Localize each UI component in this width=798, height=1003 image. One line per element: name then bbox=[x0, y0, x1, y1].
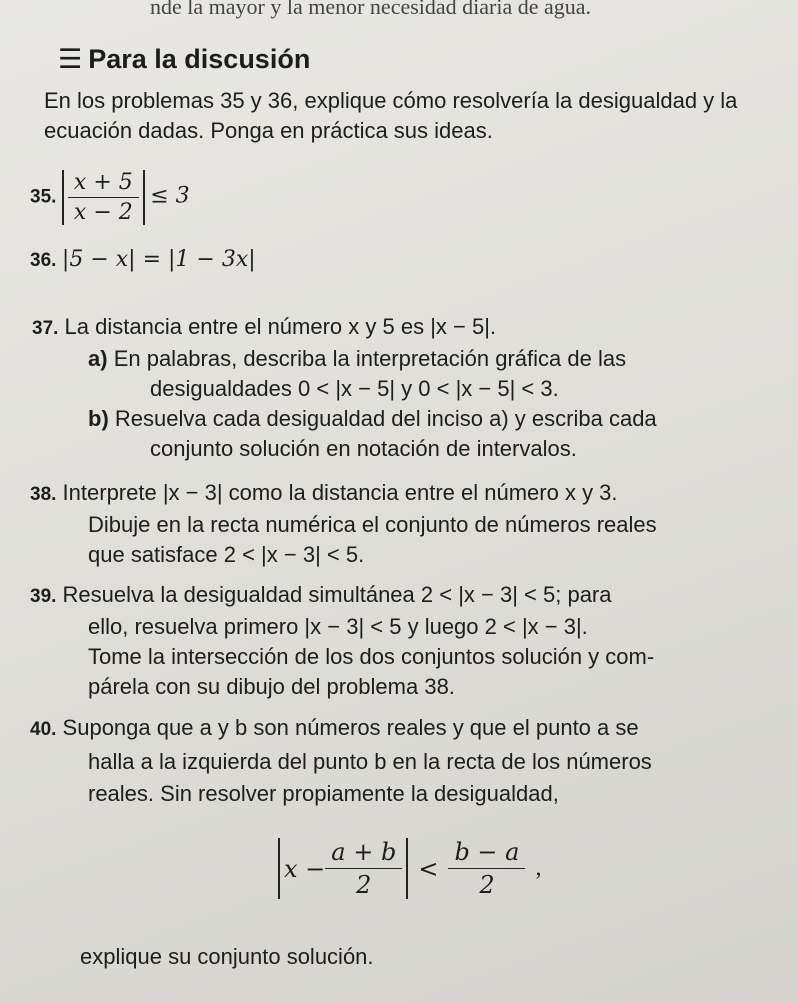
problem-number: 39. bbox=[30, 586, 57, 607]
problem-text: La distancia entre el número x y 5 es |x − 5|. bbox=[64, 314, 497, 339]
part-b-text-2: conjunto solución en notación de intervalos. bbox=[150, 436, 577, 461]
denominator: 2 bbox=[356, 871, 372, 899]
x-minus: x − bbox=[284, 854, 326, 883]
line-2: Dibuje en la recta numérica el conjunto de números reales bbox=[88, 512, 657, 537]
denominator: 2 bbox=[479, 871, 495, 899]
problem-37 bbox=[32, 312, 772, 464]
numerator: b − a bbox=[448, 838, 525, 869]
problem-36 bbox=[30, 246, 256, 272]
part-a-text: En palabras, describa la interpretación gráfica de las bbox=[113, 346, 627, 371]
numerator: a + b bbox=[325, 838, 402, 869]
problem-number: 37. bbox=[32, 318, 59, 339]
intro-paragraph: En los problemas 35 y 36, explique cómo resolvería la desigualdad y la ecuación dadas. Ponga en práctica sus ideas. bbox=[44, 88, 738, 143]
part-b-label: b) bbox=[88, 406, 109, 431]
part-a-text-2: desigualdades 0 < |x − 5| y 0 < |x − 5| < 3. bbox=[150, 376, 559, 401]
denominator: x − 2 bbox=[73, 200, 133, 225]
line-1: Resuelva la desigualdad simultánea 2 < |x − 3| < 5; para bbox=[62, 582, 612, 607]
line-3: Tome la intersección de los dos conjuntos solución y com- bbox=[88, 644, 655, 669]
displayed-inequality bbox=[278, 838, 541, 899]
problem-number: 35. bbox=[30, 186, 57, 208]
closing-line: explique su conjunto solución. bbox=[80, 944, 374, 969]
section-heading bbox=[58, 44, 310, 75]
line-1: Interprete |x − 3| como la distancia entre el número x y 3. bbox=[62, 480, 618, 505]
section-title: Para la discusión bbox=[88, 44, 311, 74]
absolute-value bbox=[62, 170, 145, 225]
fraction-b-minus-a bbox=[448, 838, 525, 899]
problem-39 bbox=[30, 580, 770, 702]
line-2: halla a la izquierda del punto b en la recta de los números bbox=[88, 749, 652, 774]
problem-38 bbox=[30, 478, 770, 570]
problem-40 bbox=[30, 712, 778, 810]
absolute-value bbox=[278, 838, 408, 899]
problem-number: 40. bbox=[30, 719, 57, 740]
line-3: reales. Sin resolver propiamente la desigualdad, bbox=[88, 781, 559, 806]
line-2: ello, resuelva primero |x − 3| < 5 y luego 2 < |x − 3|. bbox=[88, 614, 588, 639]
problem-35 bbox=[30, 170, 190, 225]
relation: < bbox=[418, 854, 439, 883]
equation: |5 − x| = |1 − 3x| bbox=[61, 247, 256, 272]
problem-number: 36. bbox=[30, 250, 57, 271]
line-4: párela con su dibujo del problema 38. bbox=[88, 674, 455, 699]
part-b-text: Resuelva cada desigualdad del inciso a) y escriba cada bbox=[114, 406, 657, 431]
fraction bbox=[68, 170, 139, 225]
menu-icon: ☰ bbox=[58, 44, 83, 74]
comma: , bbox=[535, 855, 542, 881]
problem-number: 38. bbox=[30, 484, 57, 505]
line-1: Suponga que a y b son números reales y que el punto a se bbox=[62, 715, 639, 740]
part-a-label: a) bbox=[88, 346, 108, 371]
line-3: que satisface 2 < |x − 3| < 5. bbox=[88, 542, 365, 567]
relation: ≤ 3 bbox=[150, 183, 190, 209]
fraction-a-plus-b bbox=[325, 838, 402, 899]
numerator: x + 5 bbox=[68, 170, 139, 198]
cut-off-top-line: nde la mayor y la menor necesidad diaria de agua. bbox=[150, 0, 592, 19]
